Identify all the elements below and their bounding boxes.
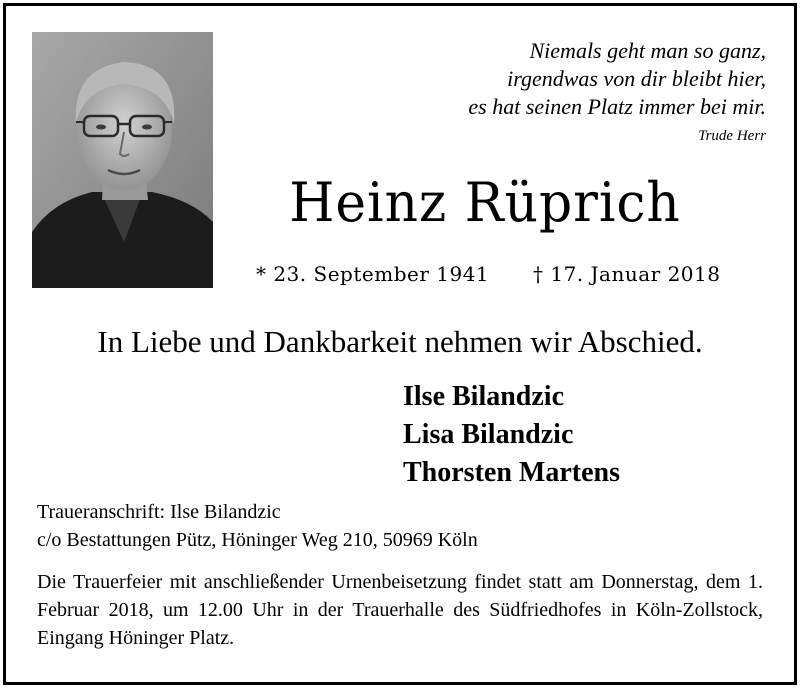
portrait-photo (32, 32, 213, 288)
memorial-quote (346, 37, 766, 121)
quote-author: Trude Herr (698, 128, 766, 144)
deceased-name: Heinz Rüprich (289, 171, 681, 234)
birth-date: * 23. September 1941 (256, 262, 490, 286)
mourning-address (37, 498, 478, 554)
mourner-name: Lisa Bilandzic (403, 419, 574, 450)
quote-line: irgendwas von dir bleibt hier, (507, 66, 766, 91)
farewell-message: In Liebe und Dankbarkeit nehmen wir Abschied. (97, 324, 703, 359)
quote-line: Niemals geht man so ganz, (529, 38, 766, 63)
address-line: c/o Bestattungen Pütz, Höninger Weg 210, 50969 Köln (37, 529, 478, 551)
ceremony-info: Die Trauerfeier mit anschließender Urnenbeisetzung findet statt am Donnerstag, dem 1. Februar 2018, um 12.00 Uhr in der Trauerhalle des Südfriedhofes in Köln-Zollstock, Eingang Höninger Platz. (37, 571, 763, 649)
quote-line: es hat seinen Platz immer bei mir. (468, 94, 766, 119)
mourner-name: Ilse Bilandzic (403, 381, 565, 412)
death-date: † 17. Januar 2018 (533, 262, 721, 286)
mourners-list (403, 378, 620, 492)
address-line: Traueranschrift: Ilse Bilandzic (37, 501, 281, 523)
mourner-name: Thorsten Martens (403, 457, 620, 488)
